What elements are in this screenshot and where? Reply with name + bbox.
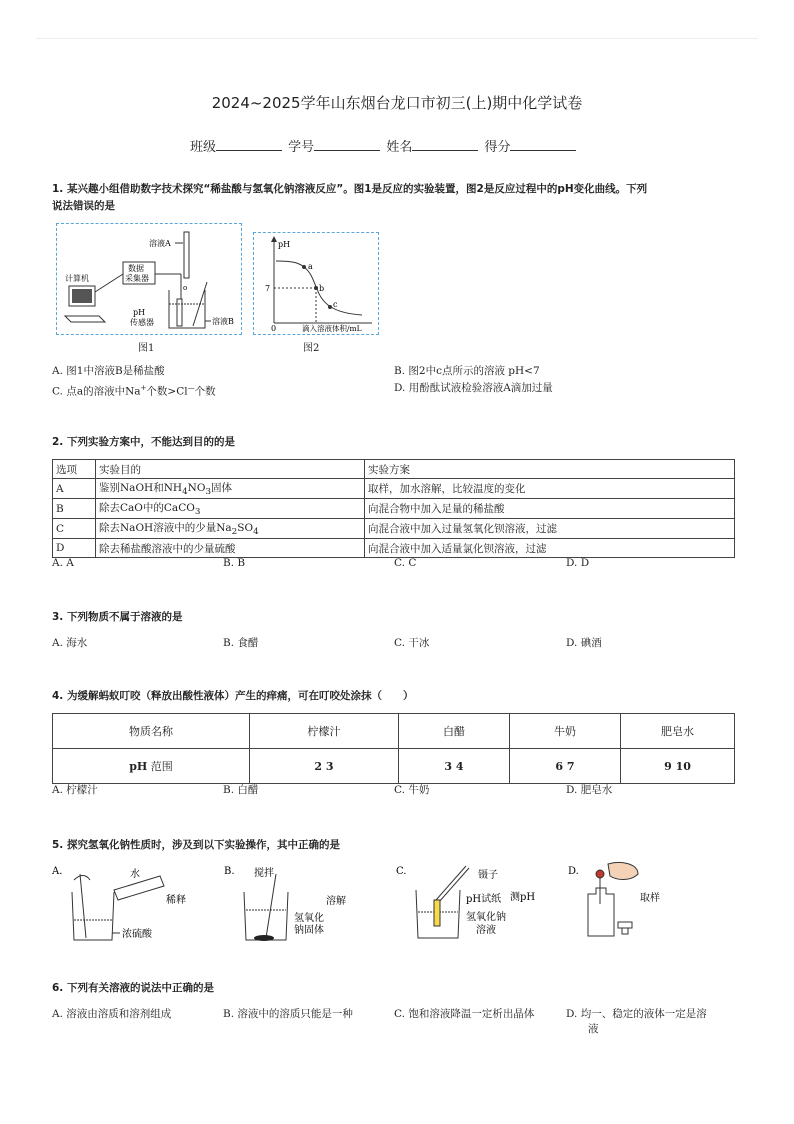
point-a	[302, 265, 306, 269]
q2-option-c[interactable]: C. C	[394, 557, 417, 569]
q1-option-a[interactable]: A. 图1中溶液B是稀盐酸	[52, 365, 165, 377]
ph-label: pH	[133, 308, 146, 317]
table-header-row	[53, 460, 735, 479]
solid-pile-icon	[254, 935, 274, 941]
score-label: 得分	[484, 140, 511, 155]
figure-2-ph-curve	[254, 233, 378, 334]
volume-axis-label: 滴入溶液体积/mL	[302, 324, 362, 333]
student-info	[190, 136, 578, 155]
glass-rod-icon	[80, 874, 86, 938]
svg-text:A.: A.	[52, 866, 63, 877]
svg-text:稀释: 稀释	[166, 895, 186, 906]
header-cell: 实验方案	[365, 460, 735, 479]
figure-1-frame	[56, 223, 242, 335]
question-5-stem: 5. 探究氢氧化钠性质时，涉及到以下实验操作，其中正确的是	[52, 839, 340, 851]
svg-text:溶解: 溶解	[326, 896, 346, 907]
number-field[interactable]	[314, 138, 380, 151]
q1-option-d[interactable]: D. 用酚酞试液检验溶液A滴加过量	[394, 382, 553, 394]
stopper-icon	[618, 922, 632, 928]
figure-1-apparatus	[57, 224, 241, 334]
question-3-stem: 3. 下列物质不属于溶液的是	[52, 611, 183, 623]
class-field[interactable]	[216, 138, 282, 151]
ph-axis-label: pH	[278, 240, 291, 249]
svg-text:测pH: 测pH	[510, 892, 536, 903]
figure-1-caption: 图1	[138, 343, 155, 354]
sensor-label: 传感器	[130, 318, 154, 327]
q5-option-a-figure[interactable]	[50, 860, 220, 950]
svg-text:溶液: 溶液	[476, 925, 496, 936]
solution-b-label: 溶液B	[212, 317, 234, 326]
computer-label: 计算机	[65, 274, 89, 283]
svg-text:C.: C.	[396, 866, 407, 877]
question-2-stem: 2. 下列实验方案中，不能达到目的的是	[52, 436, 235, 448]
q3-option-d[interactable]: D. 碘酒	[566, 637, 602, 649]
q4-option-b[interactable]: B. 白醋	[223, 784, 259, 796]
tweezers-icon	[436, 866, 466, 900]
svg-text:取样: 取样	[640, 893, 660, 904]
reagent-bottle-icon	[588, 888, 614, 936]
q1-option-b[interactable]: B. 图2中c点所示的溶液 pH<7	[394, 365, 540, 377]
class-label: 班级	[190, 140, 217, 155]
origin-label: 0	[271, 324, 277, 333]
point-b-label: b	[319, 284, 325, 293]
ph-paper-icon	[434, 900, 440, 926]
beaker-icon	[72, 892, 114, 940]
q2-option-b[interactable]: B. B	[223, 557, 246, 569]
exam-title: 2024~2025学年山东烟台龙口市初三(上)期中化学试卷	[211, 94, 583, 112]
point-c-label: c	[333, 300, 338, 309]
ph-7-label: 7	[265, 284, 271, 293]
question-6-stem: 6. 下列有关溶液的说法中正确的是	[52, 982, 214, 994]
q6-option-c[interactable]: C. 饱和溶液降温一定析出晶体	[394, 1008, 535, 1020]
q3-option-a[interactable]: A. 海水	[52, 637, 88, 649]
q2-option-a[interactable]: A. A	[52, 557, 74, 569]
point-b	[314, 286, 318, 290]
q4-option-d[interactable]: D. 肥皂水	[566, 784, 613, 796]
figure-2-frame	[253, 232, 379, 335]
svg-text:氢氧化: 氢氧化	[294, 913, 324, 924]
table-row: B 除去CaO中的CaCO$_3$ 向混合物中加入足量的稀盐酸	[53, 499, 735, 519]
q3-option-b[interactable]: B. 食醋	[223, 637, 259, 649]
svg-text:D.: D.	[568, 866, 579, 877]
name-field[interactable]	[412, 138, 478, 151]
q4-option-c[interactable]: C. 牛奶	[394, 784, 430, 796]
table-row: A 鉴别NaOH和$NH_4NO_3$固体 取样，加水溶解，比较温度的变化	[53, 479, 735, 499]
burette-icon	[184, 232, 189, 278]
svg-text:镊子: 镊子	[478, 870, 498, 881]
point-a-label: a	[308, 262, 313, 271]
collector-label-1: 数据	[128, 264, 144, 273]
q4-table	[52, 713, 735, 784]
q2-option-d[interactable]: D. D	[566, 557, 590, 569]
q5-option-c-figure[interactable]	[394, 860, 564, 950]
svg-text:氢氧化钠: 氢氧化钠	[466, 912, 506, 923]
point-c	[328, 305, 332, 309]
svg-text:水: 水	[130, 869, 140, 880]
table-row: D 除去稀盐酸溶液中的少量硫酸 向混合液中加入适量氯化钡溶液，过滤	[53, 539, 735, 558]
q5-option-d-figure[interactable]	[566, 860, 736, 950]
beaker-icon	[169, 290, 205, 328]
svg-text:搅拌: 搅拌	[254, 868, 274, 879]
svg-text:o: o	[183, 284, 188, 292]
question-1-stem: 1. 某兴趣小组借助数字技术探究“稀盐酸与氢氧化钠溶液反应”。图1是反应的实验装置，图2是反应过程中的pH变化曲线。下列 说法错误的是	[52, 183, 648, 212]
hand-icon	[608, 862, 638, 879]
score-field[interactable]	[510, 138, 576, 151]
svg-text:B.: B.	[224, 866, 235, 877]
svg-text:pH试纸: pH试纸	[466, 894, 502, 905]
table-row: 物质名称 柠檬汁 白醋 牛奶 肥皂水	[53, 714, 735, 749]
q6-option-d[interactable]: D. 均一、稳定的液体一定是溶 液	[566, 1008, 707, 1035]
beaker-icon	[244, 892, 288, 940]
q6-option-a[interactable]: A. 溶液由溶质和溶剂组成	[52, 1008, 172, 1020]
name-label: 姓名	[386, 140, 413, 155]
svg-text:钠固体: 钠固体	[294, 925, 324, 936]
number-label: 学号	[288, 140, 315, 155]
header-cell: 实验目的	[96, 460, 365, 479]
svg-text:浓硫酸: 浓硫酸	[122, 929, 152, 940]
table-row: C 除去NaOH溶液中的少量$Na_2SO_4$ 向混合液中加入过量氢氧化钡溶液，过滤	[53, 519, 735, 539]
q1-option-c[interactable]: C. 点a的溶液中Na+个数>Cl—个数	[52, 384, 216, 398]
glass-rod-icon	[266, 874, 276, 938]
q3-option-c[interactable]: C. 干冰	[394, 637, 430, 649]
q4-option-a[interactable]: A. 柠檬汁	[52, 784, 98, 796]
top-divider	[36, 38, 758, 39]
q2-table	[52, 459, 735, 558]
q5-option-b-figure[interactable]	[222, 860, 392, 950]
collector-label-2: 采集器	[125, 274, 149, 283]
header-cell: 选项	[53, 460, 96, 479]
question-4-stem: 4. 为缓解蚂蚁叮咬（释放出酸性液体）产生的痒痛，可在叮咬处涂抹（ ）	[52, 690, 414, 702]
solution-a-label: 溶液A	[149, 239, 171, 248]
table-row: pH 范围 2 3 3 4 6 7 9 10	[53, 749, 735, 784]
q6-option-b[interactable]: B. 溶液中的溶质只能是一种	[223, 1008, 353, 1020]
figure-2-caption: 图2	[303, 343, 320, 354]
